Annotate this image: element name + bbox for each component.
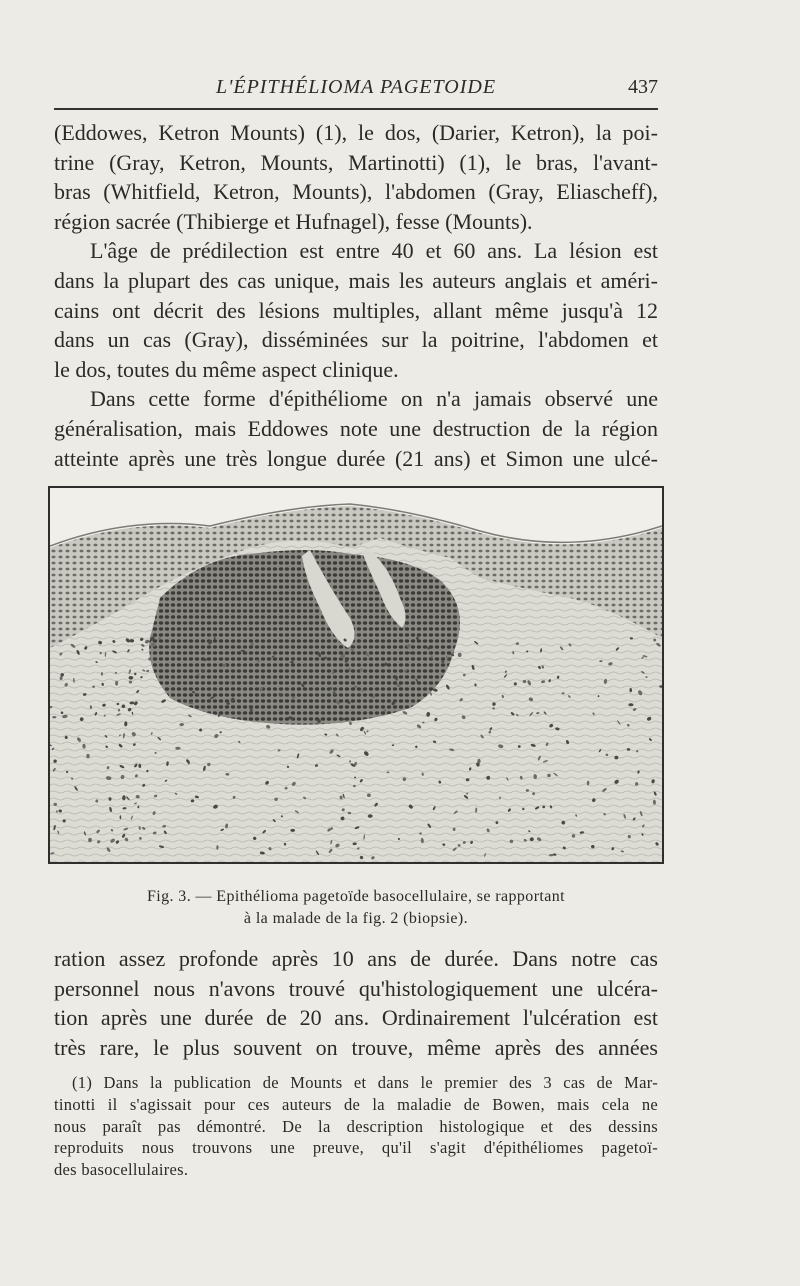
text-line: personnel nous n'avons trouvé qu'histologiquement une ulcéra- xyxy=(54,975,658,1001)
text-line: région sacrée (Thibierge et Hufnagel), fesse (Mounts). xyxy=(54,208,533,234)
text-line: le dos, toutes du même aspect clinique. xyxy=(54,356,399,382)
text-line: généralisation, mais Eddowes note une destruction de la région xyxy=(54,415,658,441)
figure-caption-line-2: à la malade de la fig. 2 (biopsie). xyxy=(243,910,469,927)
paragraph-2 xyxy=(54,236,658,384)
footnote-line: des basocellulaires. xyxy=(54,1160,189,1180)
text-line: tion après une durée de 20 ans. Ordinairement l'ulcération est xyxy=(54,1005,658,1031)
page-number: 437 xyxy=(628,76,658,98)
text-line: très rare, le plus souvent on trouve, même après des années xyxy=(54,1034,658,1060)
text-line: L'âge de prédilection est entre 40 et 60 ans. La lésion est xyxy=(90,238,658,264)
footnote-line: (1) Dans la publication de Mounts et dans le premier des 3 cas de Mar- xyxy=(72,1073,658,1092)
paragraph-4 xyxy=(54,944,658,1062)
footnote-line: reproduits nous trouvons une preuve, qu'il s'agit d'épithéliomes pagetoï- xyxy=(54,1138,658,1158)
paragraph-1 xyxy=(54,118,658,236)
footnote-line: nous paraît pas démontré. De la description histologique et des dessins xyxy=(54,1116,658,1136)
histology-micrograph xyxy=(50,488,662,862)
text-line: atteinte après une très longue durée (21 ans) et Simon une ulcé- xyxy=(54,445,658,471)
footnote-line: tinotti il s'agissait pour ces auteurs de la maladie de Bowen, mais cela ne xyxy=(54,1094,658,1114)
text-line: dans un cas (Gray), disséminées sur la poitrine, l'abdomen et xyxy=(54,327,658,353)
text-line: (Eddowes, Ketron Mounts) (1), le dos, (Darier, Ketron), la poi- xyxy=(54,120,658,145)
figure-caption-line-1: Fig. 3. — Epithélioma pagetoïde basocellulaire, se rapportant xyxy=(146,888,566,905)
text-line: trine (Gray, Ketron, Mounts, Martinotti) (1), le bras, l'avant- xyxy=(54,149,658,175)
running-head xyxy=(54,74,658,104)
footnote xyxy=(54,1072,658,1181)
text-line: cains ont décrit des lésions multiples, allant même jusqu'à 12 xyxy=(54,297,658,323)
tumor-nest xyxy=(149,550,460,725)
running-title: L'ÉPITHÉLIOMA PAGETOIDE xyxy=(215,76,497,98)
text-line: Dans cette forme d'épithéliome on n'a jamais observé une xyxy=(90,386,658,412)
histology-figure xyxy=(48,486,664,864)
text-line: ration assez profonde après 10 ans de durée. Dans notre cas xyxy=(54,946,658,971)
text-line: bras (Whitfield, Ketron, Mounts), l'abdomen (Gray, Eliascheff), xyxy=(54,179,658,205)
header-rule xyxy=(54,108,658,110)
paragraph-3 xyxy=(54,384,658,473)
text-line: dans la plupart des cas unique, mais les auteurs anglais et améri- xyxy=(54,267,658,293)
